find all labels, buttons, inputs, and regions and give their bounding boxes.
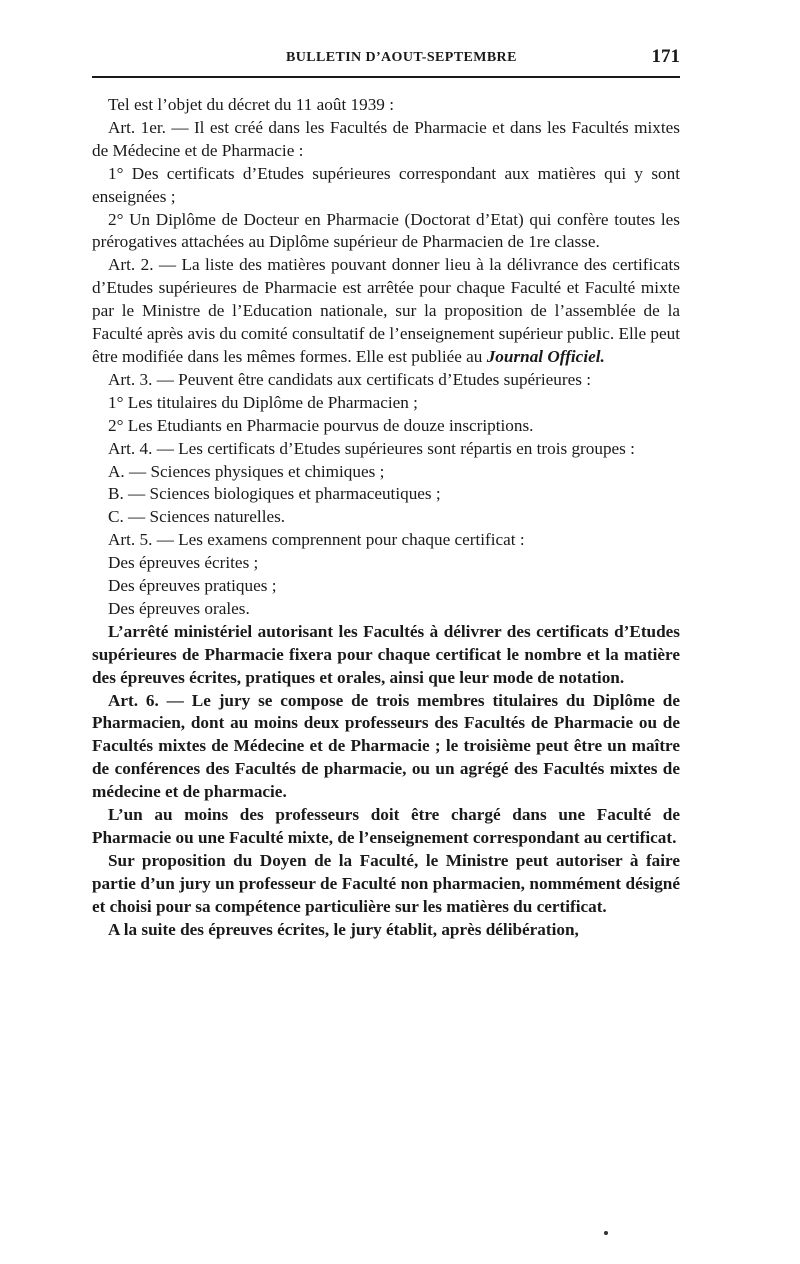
article-2-paragraph: [92, 254, 680, 369]
list-item: Des épreuves écrites ;: [108, 553, 259, 573]
paragraph: L’arrêté ministériel autorisant les Facultés à délivrer des certificats d’Etudes supérieures de Pharmacie fixera pour chaque certificat le nombre et la matière des épreuves écrites, pratiques et orales, ainsi que leur mode de notation.: [92, 621, 680, 687]
list-item: B. — Sciences biologiques et pharmaceutiques ;: [108, 484, 441, 504]
paragraph: L’un au moins des professeurs doit être chargé dans une Faculté de Pharmacie ou une Faculté mixte, de l’enseignement correspondant au certificat.: [92, 805, 680, 847]
journal-officiel-text: Journal Officiel.: [486, 346, 605, 366]
paragraph: Art. 4. — Les certificats d’Etudes supérieures sont répartis en trois groupes :: [108, 438, 635, 458]
paragraph: Art. 5. — Les examens comprennent pour chaque certificat :: [108, 530, 525, 550]
paragraph: 1° Des certificats d’Etudes supérieures correspondant aux matières qui y sont enseignées ;: [92, 163, 680, 206]
article-2-text: Art. 2. — La liste des matières pouvant donner lieu à la délivrance des certificats d’Etudes supérieures de Pharmacie est arrêtée pour chaque Faculté et Faculté mixte par le Ministre de l’Education nationale, sur la proposition de l’assemblée de la Faculté après avis du comité consultatif de l’enseignement supérieur public. Elle peut être modifiée dans les mêmes formes. Elle est publiée au: [92, 255, 681, 366]
running-header: [92, 40, 680, 78]
paragraph: 2° Un Diplôme de Docteur en Pharmacie (Doctorat d’Etat) qui confère toutes les prérogatives attachées au Diplôme supérieur de Pharmacien de 1re classe.: [92, 209, 680, 252]
page-number: 171: [651, 46, 680, 67]
list-item: A. — Sciences physiques et chimiques ;: [108, 461, 385, 481]
paragraph: Art. 3. — Peuvent être candidats aux certificats d’Etudes supérieures :: [108, 369, 591, 389]
header-title: BULLETIN D’AOUT-SEPTEMBRE: [286, 50, 517, 65]
paragraph: 2° Les Etudiants en Pharmacie pourvus de douze inscriptions.: [108, 415, 534, 435]
paragraph: Art. 6. — Le jury se compose de trois membres titulaires du Diplôme de Pharmacien, dont au moins deux professeurs des Facultés de Pharmacie ou de Facultés mixtes de Médecine et de Pharmacie ; le troisième peut être un maître de conférences des Facultés de pharmacie, ou un agrégé des Facultés mixtes de médecine et de pharmacie.: [92, 690, 680, 802]
list-item: Des épreuves orales.: [108, 598, 250, 618]
article-1-paragraph: [92, 117, 680, 163]
ink-speck: [604, 1231, 608, 1235]
paragraph: Sur proposition du Doyen de la Faculté, le Ministre peut autoriser à faire partie d’un jury un professeur de Faculté non pharmacien, nommément désigné et choisi pour sa compétence particulière sur les matières du certificat.: [92, 850, 680, 916]
document-body: [92, 94, 680, 942]
article-1-text: Art. 1er. — Il est créé dans les Facultés de Pharmacie et dans les Facultés mixtes de Médecine et de Pharmacie :: [92, 117, 680, 160]
paragraph: A la suite des épreuves écrites, le jury établit, après délibération,: [108, 919, 579, 939]
list-item: C. — Sciences naturelles.: [108, 507, 286, 527]
list-item: Des épreuves pratiques ;: [108, 576, 277, 596]
paragraph: Tel est l’objet du décret du 11 août 1939 :: [108, 95, 394, 114]
document-page: [92, 40, 680, 1240]
paragraph: 1° Les titulaires du Diplôme de Pharmacien ;: [108, 392, 418, 412]
